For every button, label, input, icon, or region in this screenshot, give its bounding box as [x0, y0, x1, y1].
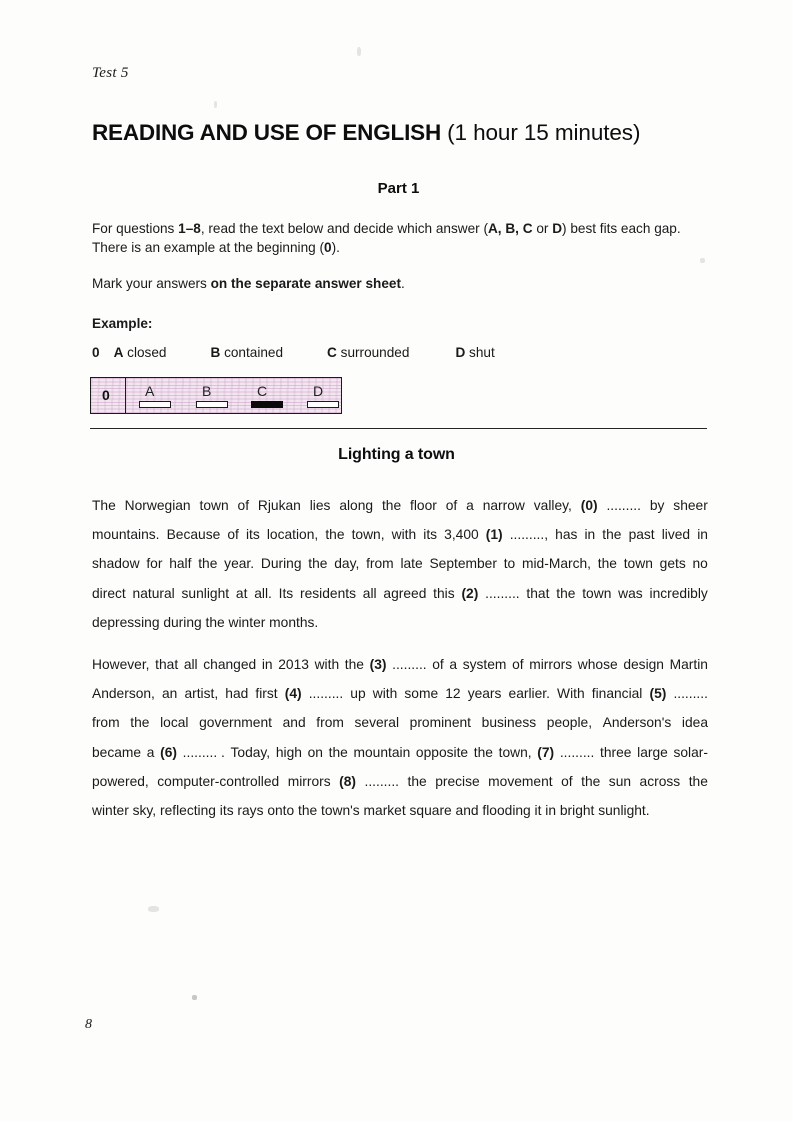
- passage-word: town,: [498, 744, 532, 760]
- instr-text-1c: , read the text below and decide which answer (: [200, 221, 488, 236]
- example-option-c-word: surrounded: [340, 345, 410, 360]
- example-option-d-letter: D: [455, 345, 466, 360]
- passage-word: natural: [132, 585, 175, 601]
- passage-title: Lighting a town: [338, 446, 455, 463]
- passage-word: of: [512, 657, 524, 672]
- page-number: 8: [85, 1017, 92, 1032]
- passage-word: Its: [278, 585, 294, 601]
- answer-bubble-a-letter: A: [145, 383, 155, 399]
- passage-word: town: [199, 498, 229, 513]
- instr-text-1i: ).: [331, 240, 340, 255]
- passage-word: ......... .: [182, 744, 225, 760]
- page-title: [92, 120, 640, 146]
- passage-word: people,: [546, 715, 593, 731]
- passage-word: a: [146, 744, 155, 760]
- passage-word: government: [199, 715, 272, 731]
- passage-word: on: [307, 744, 323, 760]
- passage-word: the: [602, 527, 622, 543]
- passage-word: the: [597, 556, 617, 572]
- scan-speck: [357, 47, 361, 56]
- gap-number: (8): [339, 773, 356, 789]
- passage-word: an: [162, 686, 178, 702]
- passage-word: and: [282, 715, 306, 731]
- example-option-b: [210, 345, 283, 360]
- passage-word: precise: [435, 773, 480, 789]
- example-label: Example:: [92, 316, 153, 331]
- passage-word: late: [400, 556, 423, 572]
- passage-line: [92, 796, 708, 825]
- passage-word: mirrors: [287, 773, 331, 789]
- passage-word: During: [260, 556, 302, 572]
- passage-word: residents: [300, 585, 356, 601]
- answer-bubble-b-letter: B: [202, 383, 212, 399]
- passage-word: has: [555, 527, 578, 543]
- answer-bubble-b[interactable]: [192, 378, 244, 413]
- gap-number: (1): [485, 527, 503, 543]
- passage-word: past: [628, 527, 655, 543]
- instr-text-1a: For questions: [92, 221, 179, 236]
- passage-line: [92, 679, 708, 708]
- passage-word: changed: [203, 657, 257, 672]
- instr-answer-sheet-strong: on the separate answer sheet: [210, 276, 401, 291]
- passage-word: mid-March,: [522, 556, 591, 572]
- passage-word: movement: [488, 773, 553, 789]
- passage-word: this: [433, 585, 455, 601]
- example-option-d-word: shut: [469, 345, 495, 360]
- passage-word: of: [432, 657, 444, 672]
- passage-word: .........: [392, 657, 427, 672]
- passage-word: lived: [661, 527, 691, 543]
- passage-word: town,: [351, 527, 385, 543]
- instr-option-d: D: [552, 221, 563, 236]
- passage-word: earlier.: [508, 686, 550, 702]
- passage-paragraph-2: [92, 650, 708, 825]
- passage-word: year.: [224, 556, 255, 572]
- passage-word: the: [198, 556, 218, 572]
- page-title-duration: (1 hour 15 minutes): [441, 120, 641, 145]
- passage-word: valley,: [533, 498, 572, 513]
- instructions-answer-sheet: [92, 274, 708, 293]
- passage-word: depressing during the winter months.: [92, 614, 319, 630]
- passage-word: sunlight: [181, 585, 230, 601]
- passage-word: Norwegian: [124, 498, 191, 513]
- passage-word: However,: [92, 657, 150, 672]
- passage-word: that: [526, 585, 550, 601]
- passage-line: [92, 608, 708, 637]
- passage-word: the: [581, 773, 601, 789]
- passage-word: local: [160, 715, 189, 731]
- answer-bubble-c[interactable]: [247, 378, 299, 413]
- running-head: Test 5: [92, 65, 129, 81]
- passage-word: system: [462, 657, 507, 672]
- passage-word: by: [649, 498, 665, 513]
- passage-word: with: [314, 657, 340, 672]
- passage-word: mountains.: [92, 527, 160, 543]
- passage-word: Today,: [230, 744, 271, 760]
- passage-word: .........: [364, 773, 399, 789]
- passage-word: powered,: [92, 773, 149, 789]
- example-option-c: [327, 345, 409, 360]
- instr-text-2c: .: [401, 276, 405, 291]
- passage-word: the: [325, 527, 345, 543]
- example-option-a-letter: A: [113, 345, 124, 360]
- passage-word: direct: [92, 585, 126, 601]
- example-option-a-word: closed: [127, 345, 167, 360]
- passage-word: of: [561, 773, 573, 789]
- passage-word: town: [582, 585, 612, 601]
- passage-word: winter sky, reflecting its rays onto the town's market square and flooding it in bright sunlight.: [92, 802, 650, 818]
- passage-word: mirrors: [529, 657, 573, 672]
- passage-line: [92, 579, 708, 608]
- passage-word: of: [237, 498, 250, 513]
- passage-word: all.: [254, 585, 272, 601]
- passage-word: high: [275, 744, 302, 760]
- passage-word: a: [449, 657, 458, 672]
- passage-word: no: [692, 556, 708, 572]
- passage-word: in: [584, 527, 596, 543]
- passage-line: [92, 549, 708, 578]
- passage-word: its: [423, 527, 438, 543]
- scan-speck: [214, 101, 217, 108]
- gap-number: (2): [461, 585, 479, 601]
- passage-word: of: [445, 498, 458, 513]
- passage-word: across: [639, 773, 681, 789]
- passage-word: with: [391, 527, 417, 543]
- passage-word: a: [466, 498, 474, 513]
- passage-word: in: [697, 527, 708, 543]
- passage-word: several: [354, 715, 400, 731]
- passage-word: .........,: [509, 527, 549, 543]
- answer-bubble-c-mark[interactable]: [251, 401, 283, 408]
- passage-word: town: [623, 556, 653, 572]
- passage-word: The: [92, 498, 116, 513]
- passage-word: gets: [659, 556, 686, 572]
- page-title-strong: READING AND USE OF ENGLISH: [92, 120, 441, 145]
- scan-speck: [700, 258, 705, 263]
- passage-word: 3,400: [444, 527, 479, 543]
- passage-word: solar-: [673, 744, 708, 760]
- passage-word: .........: [673, 686, 708, 702]
- passage-word: financial: [591, 686, 643, 702]
- passage-word: all: [362, 585, 377, 601]
- passage-word: in: [261, 657, 273, 672]
- passage-word: prominent: [409, 715, 472, 731]
- passage-word: the: [556, 585, 576, 601]
- passage-line: [92, 520, 708, 549]
- passage-line: [92, 738, 708, 767]
- instr-range: 1–8: [178, 221, 201, 236]
- passage-line: [92, 767, 708, 796]
- instr-example-zero: 0: [324, 240, 332, 255]
- passage-word: was: [618, 585, 643, 601]
- passage-word: the: [407, 773, 427, 789]
- passage-word: mountain: [353, 744, 411, 760]
- passage-word: sun: [608, 773, 632, 789]
- passage-word: large: [637, 744, 668, 760]
- passage-word: Because: [166, 527, 221, 543]
- passage-word: three: [600, 744, 632, 760]
- passage-word: narrow: [482, 498, 525, 513]
- gap-number: (3): [369, 657, 387, 672]
- passage-word: half: [169, 556, 192, 572]
- instr-text-1e: or: [532, 221, 553, 236]
- passage-word: its: [245, 527, 260, 543]
- part-label: [0, 180, 793, 197]
- passage-word: With: [557, 686, 585, 702]
- answer-bubble-d[interactable]: [303, 378, 355, 413]
- passage-word: the: [381, 498, 402, 513]
- passage-word: Rjukan: [257, 498, 301, 513]
- passage-word: .........: [485, 585, 520, 601]
- passage-word: that: [155, 657, 179, 672]
- answer-bubble-b-mark[interactable]: [196, 401, 228, 408]
- example-question-number: 0: [92, 345, 100, 360]
- passage-word: opposite: [415, 744, 469, 760]
- passage-word: design: [623, 657, 664, 672]
- example-option-d: [455, 345, 494, 360]
- passage-word: agreed: [383, 585, 427, 601]
- passage-word: Anderson,: [92, 686, 155, 702]
- passage-word: .........: [606, 498, 641, 513]
- passage-word: incredibly: [649, 585, 708, 601]
- passage-word: lies: [309, 498, 331, 513]
- passage-word: from: [366, 556, 394, 572]
- answer-bubble-d-letter: D: [313, 383, 324, 399]
- answer-sheet-question-number: 0: [102, 387, 110, 403]
- passage-paragraph-1: [92, 491, 708, 637]
- passage-word: the: [130, 715, 150, 731]
- passage-word: along: [339, 498, 374, 513]
- answer-bubble-d-mark[interactable]: [307, 401, 339, 408]
- passage-word: up: [350, 686, 366, 702]
- passage-word: the: [344, 657, 364, 672]
- passage-word: for: [146, 556, 163, 572]
- passage-word: .........: [308, 686, 344, 702]
- passage-word: of: [227, 527, 239, 543]
- passage-word: the: [328, 744, 348, 760]
- passage-word: floor: [410, 498, 437, 513]
- example-option-c-letter: C: [327, 345, 337, 360]
- passage-word: sheer: [673, 498, 708, 513]
- passage-word: business: [481, 715, 537, 731]
- passage-word: artist,: [184, 686, 219, 702]
- passage-word: some: [404, 686, 439, 702]
- passage-word: to: [503, 556, 516, 572]
- passage-word: shadow: [92, 556, 140, 572]
- section-divider: [90, 428, 707, 429]
- answer-bubble-a-mark[interactable]: [139, 401, 171, 408]
- instr-text-1g: ) best fits each gap. There is an example at the beginning (: [92, 221, 681, 255]
- passage-word: September: [429, 556, 497, 572]
- passage-word: all: [183, 657, 198, 672]
- passage-word: whose: [577, 657, 618, 672]
- example-option-b-word: contained: [224, 345, 284, 360]
- passage-word: 12: [445, 686, 461, 702]
- passage-word: .........: [559, 744, 595, 760]
- passage-word: had: [225, 686, 249, 702]
- passage-word: location,: [266, 527, 319, 543]
- gap-number: (7): [537, 744, 555, 760]
- passage-word: Anderson's: [602, 715, 672, 731]
- answer-sheet-question-cell: [91, 378, 126, 413]
- passage-word: the: [308, 556, 328, 572]
- answer-bubble-a[interactable]: [135, 378, 187, 413]
- instr-text-2a: Mark your answers: [92, 276, 211, 291]
- passage-word: with: [372, 686, 398, 702]
- passage-word: Martin: [669, 657, 708, 672]
- scan-speck: [192, 995, 197, 1000]
- answer-sheet-sample: [90, 377, 342, 414]
- example-options-row: [92, 345, 495, 360]
- passage-word: 2013: [278, 657, 309, 672]
- example-option-a: [114, 345, 167, 360]
- gap-number: (0): [580, 498, 598, 513]
- gap-number: (4): [284, 686, 302, 702]
- passage-word: from: [92, 715, 120, 731]
- part-label-text: Part 1: [377, 180, 420, 197]
- example-option-b-letter: B: [210, 345, 221, 360]
- answer-bubble-c-letter: C: [257, 383, 268, 399]
- passage-word: became: [92, 744, 142, 760]
- passage-word: the: [473, 744, 493, 760]
- gap-number: (6): [160, 744, 177, 760]
- passage-word: years: [467, 686, 502, 702]
- passage-word: from: [316, 715, 344, 731]
- scan-speck: [148, 906, 159, 912]
- instructions-questions: [92, 219, 708, 257]
- gap-number: (5): [649, 686, 667, 702]
- passage-word: at: [235, 585, 248, 601]
- passage-line: [92, 708, 708, 737]
- passage-word: first: [255, 686, 278, 702]
- instr-options-abc: A, B, C: [487, 221, 533, 236]
- passage-word: day,: [334, 556, 360, 572]
- passage-line: [92, 491, 708, 520]
- passage-word: the: [688, 773, 708, 789]
- passage-line: [92, 650, 708, 679]
- passage-word: idea: [681, 715, 708, 731]
- passage-word: computer-controlled: [157, 773, 280, 789]
